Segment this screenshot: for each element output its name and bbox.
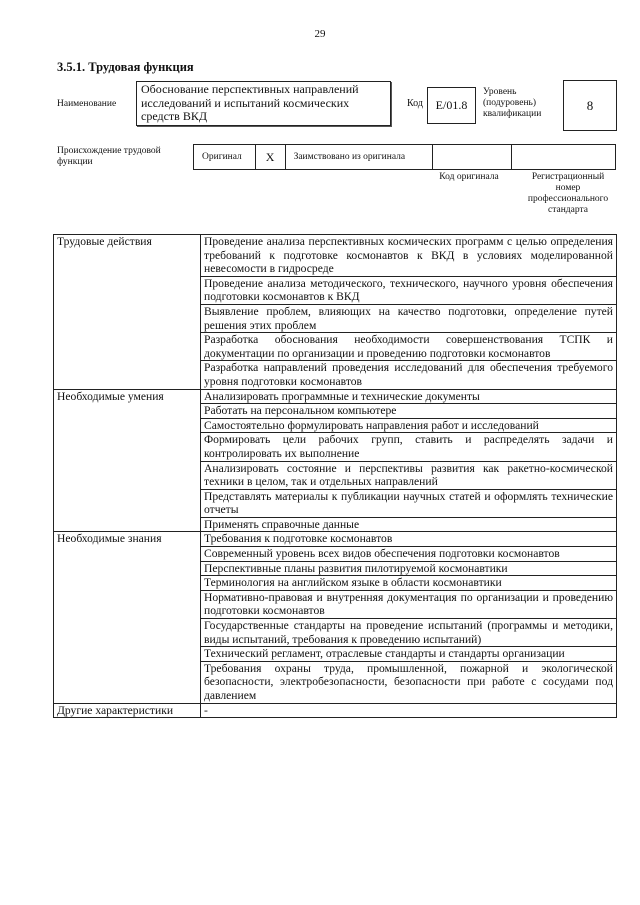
table-row <box>54 703 617 718</box>
section-item: Анализировать состояние и перспективы развития как ракетно-космической техники в целом, так и отдельных направлений <box>201 461 617 489</box>
table-row <box>54 389 617 404</box>
code-value: E/01.8 <box>427 87 476 124</box>
origin-label: Происхождение трудовой функции <box>57 146 161 167</box>
section-item: Требования охраны труда, промышленной, пожарной и экологической безопасности, электробезопасности, безопасности при работе с сосудами под давлением <box>201 661 617 703</box>
reg-number-caption: Регистрационный номер профессионального стандарта <box>527 172 609 215</box>
section-item: Формировать цели рабочих групп, ставить и распределять задачи и контролировать их выполнение <box>201 433 617 461</box>
section-item: Технический регламент, отраслевые стандарты и стандарты организации <box>201 647 617 662</box>
code-original-caption: Код оригинала <box>439 172 499 182</box>
section-item: Работать на персональном компьютере <box>201 404 617 419</box>
section-item: Терминология на английском языке в области космонавтики <box>201 576 617 591</box>
function-table <box>53 234 617 718</box>
section-item: Требования к подготовке космонавтов <box>201 532 617 547</box>
section-item: Проведение анализа методического, технического, научного уровня обеспечения подготовки космонавтов к ВКД <box>201 276 617 304</box>
section-item: Проведение анализа перспективных космических программ с целью определения требований к подготовке космонавтов к ВКД в условиях моделированной невесомости в гидросреде <box>201 235 617 277</box>
table-row <box>54 235 617 277</box>
page-number: 29 <box>314 28 326 40</box>
section-label: Необходимые умения <box>54 389 201 532</box>
section-item: - <box>201 703 617 718</box>
section-label: Необходимые знания <box>54 532 201 703</box>
origin-row <box>193 144 616 170</box>
section-item: Перспективные планы развития пилотируемой космонавтики <box>201 561 617 576</box>
section-title: 3.5.1. Трудовая функция <box>57 60 194 74</box>
borrowed-label: Заимствовано из оригинала <box>286 145 433 169</box>
section-label: Трудовые действия <box>54 235 201 390</box>
section-item: Разработка направлений проведения исследований для обеспечения требуемого уровня подготовки космонавтов <box>201 361 617 389</box>
original-label: Оригинал <box>202 152 242 162</box>
section-item: Нормативно-правовая и внутренняя документация по организации и проведению подготовки космонавтов <box>201 590 617 618</box>
table-row <box>54 532 617 547</box>
section-item: Выявление проблем, влияющих на качество подготовки, определение путей решения этих проблем <box>201 304 617 332</box>
section-item: Применять справочные данные <box>201 517 617 532</box>
original-cell <box>194 145 256 169</box>
original-mark: X <box>256 145 286 169</box>
reg-number-cell <box>512 145 615 169</box>
section-item: Современный уровень всех видов обеспечения подготовки космонавтов <box>201 547 617 562</box>
level-value: 8 <box>563 80 617 131</box>
code-original-cell <box>433 145 513 169</box>
code-label: Код <box>407 98 423 109</box>
section-item: Анализировать программные и технические документы <box>201 389 617 404</box>
name-value: Обоснование перспективных направлений исследований и испытаний космических средств ВКД <box>136 81 391 126</box>
section-item: Самостоятельно формулировать направления работ и исследований <box>201 418 617 433</box>
section-item: Разработка обоснования необходимости совершенствования ТСПК и документации по организации и проведению подготовки космонавтов <box>201 333 617 361</box>
section-item: Представлять материалы к публикации научных статей и оформлять технические отчеты <box>201 489 617 517</box>
name-label: Наименование <box>57 99 117 109</box>
section-label: Другие характеристики <box>54 703 201 718</box>
section-item: Государственные стандарты на проведение испытаний (программы и методики, виды испытаний, требования к проведению испытаний) <box>201 619 617 647</box>
level-label: Уровень (подуровень) квалификации <box>483 87 542 119</box>
